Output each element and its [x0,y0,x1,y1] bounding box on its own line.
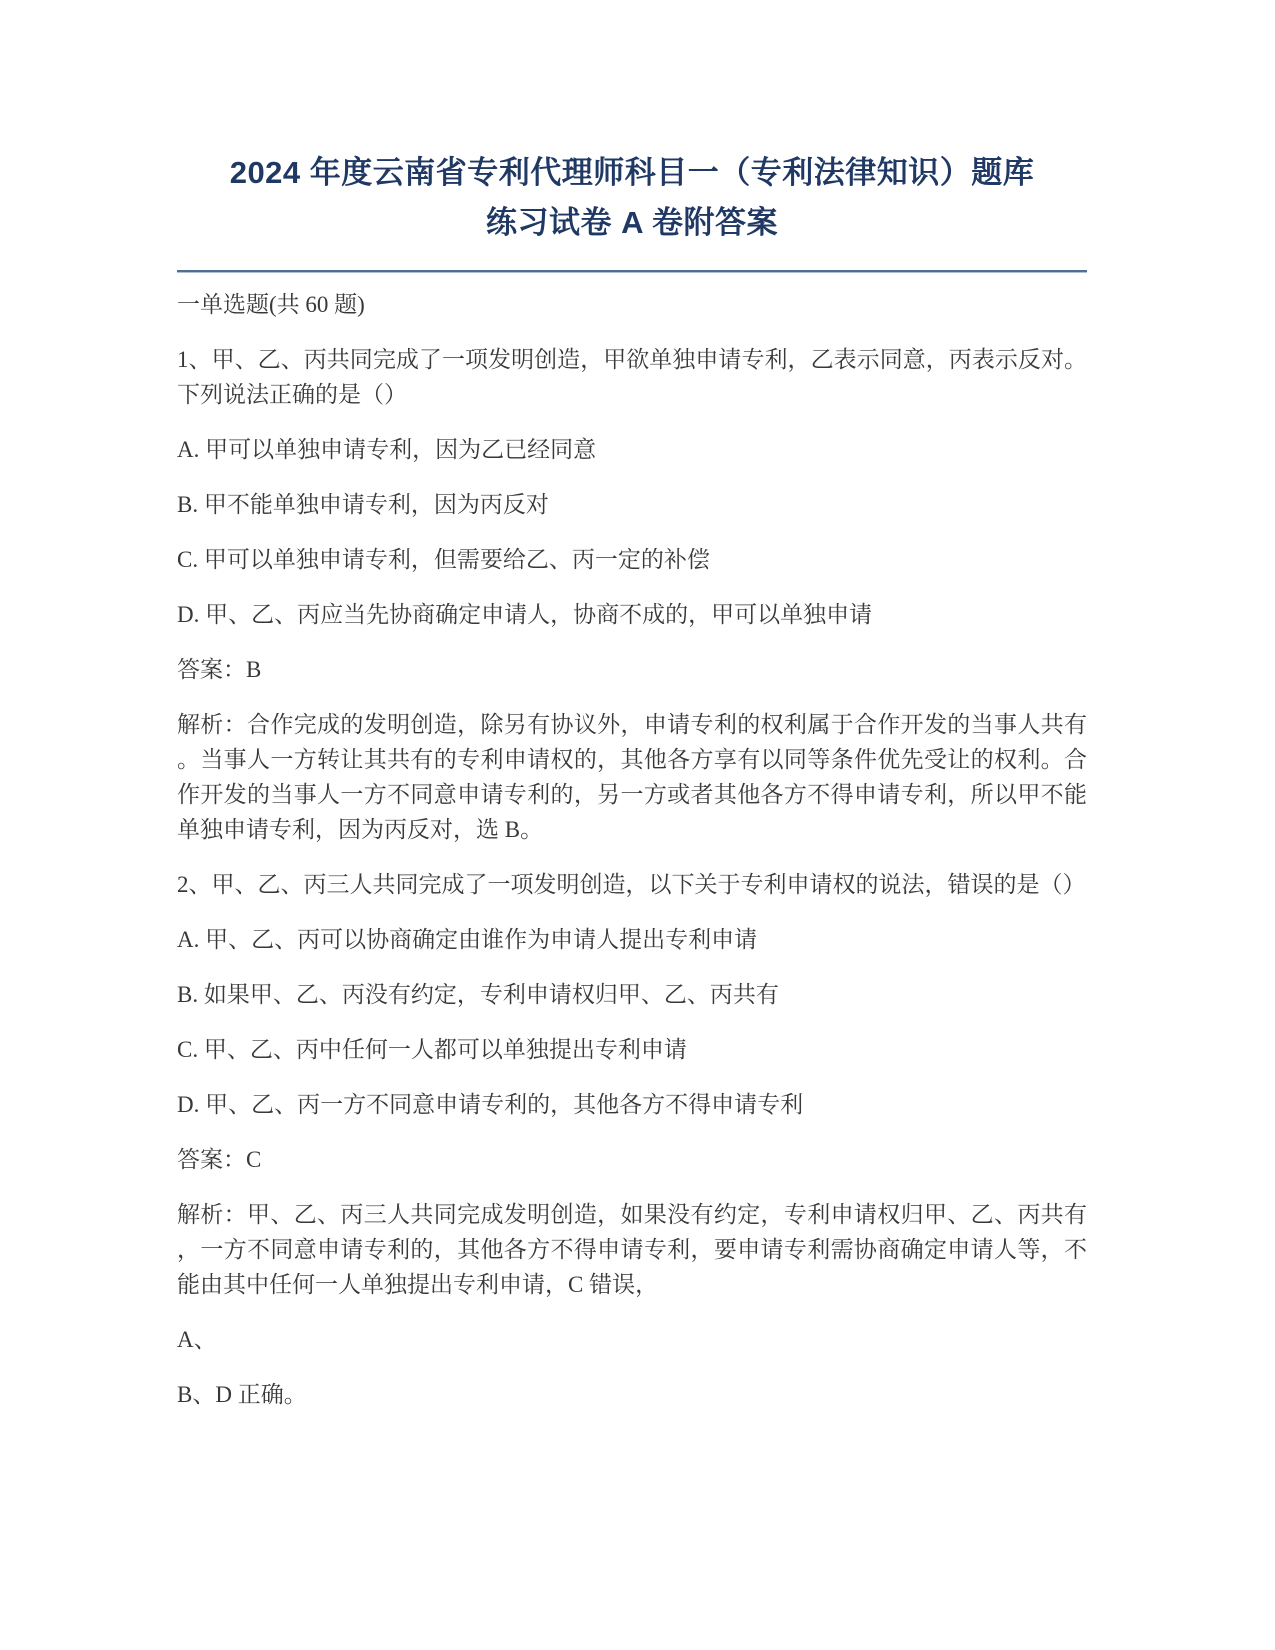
question-1-option-c: C. 甲可以单独申请专利，但需要给乙、丙一定的补偿 [177,547,710,572]
question-1-option-a: A. 甲可以单独申请专利，因为乙已经同意 [177,437,597,462]
question-2-analysis-extra-line: A、 [177,1327,217,1352]
question-2-option-d: D. 甲、乙、丙一方不同意申请专利的，其他各方不得申请专利 [177,1092,804,1117]
question-2-option-a: A. 甲、乙、丙可以协商确定由谁作为申请人提出专利申请 [177,927,758,952]
question-1-option-b: B. 甲不能单独申请专利，因为丙反对 [177,492,549,517]
page-title: 2024 年度云南省专利代理师科目一（专利法律知识）题库练习试卷 A 卷附答案 [229,155,1035,240]
question-1-stem: 1、甲、乙、丙共同完成了一项发明创造，甲欲单独申请专利，乙表示同意，丙表示反对。下列说法正确的是（） [177,347,1087,407]
question-block-2 [177,867,1087,1412]
section-heading: 一单选题(共 60 题) [177,292,365,317]
question-1-option-d: D. 甲、乙、丙应当先协商确定申请人，协商不成的，甲可以单独申请 [177,602,873,627]
question-2-answer-line: 答案：C [177,1147,262,1172]
question-1-answer-line: 答案：B [177,657,262,682]
question-2-analysis: 解析：甲、乙、丙三人共同完成发明创造，如果没有约定，专利申请权归甲、乙、丙共有，一方不同意申请专利的，其他各方不得申请专利，要申请专利需协商确定申请人等，不能由其中任何一人单独提出专利申请，C 错误， [177,1202,1087,1297]
document-body [177,273,1087,1412]
question-block-1 [177,342,1087,847]
question-2-option-c: C. 甲、乙、丙中任何一人都可以单独提出专利申请 [177,1037,687,1062]
question-1-analysis: 解析：合作完成的发明创造，除另有协议外，申请专利的权利属于合作开发的当事人共有。当事人一方转让其共有的专利申请权的，其他各方享有以同等条件优先受让的权利。合作开发的当事人一方不同意申请专利的，另一方或者其他各方不得申请专利，所以甲不能单独申请专利，因为丙反对，选 B。 [177,712,1087,842]
question-2-stem: 2、甲、乙、丙三人共同完成了一项发明创造，以下关于专利申请权的说法，错误的是（） [177,872,1086,897]
question-2-analysis-extra-line: B、D 正确。 [177,1382,307,1407]
question-2-option-b: B. 如果甲、乙、丙没有约定，专利申请权归甲、乙、丙共有 [177,982,779,1007]
